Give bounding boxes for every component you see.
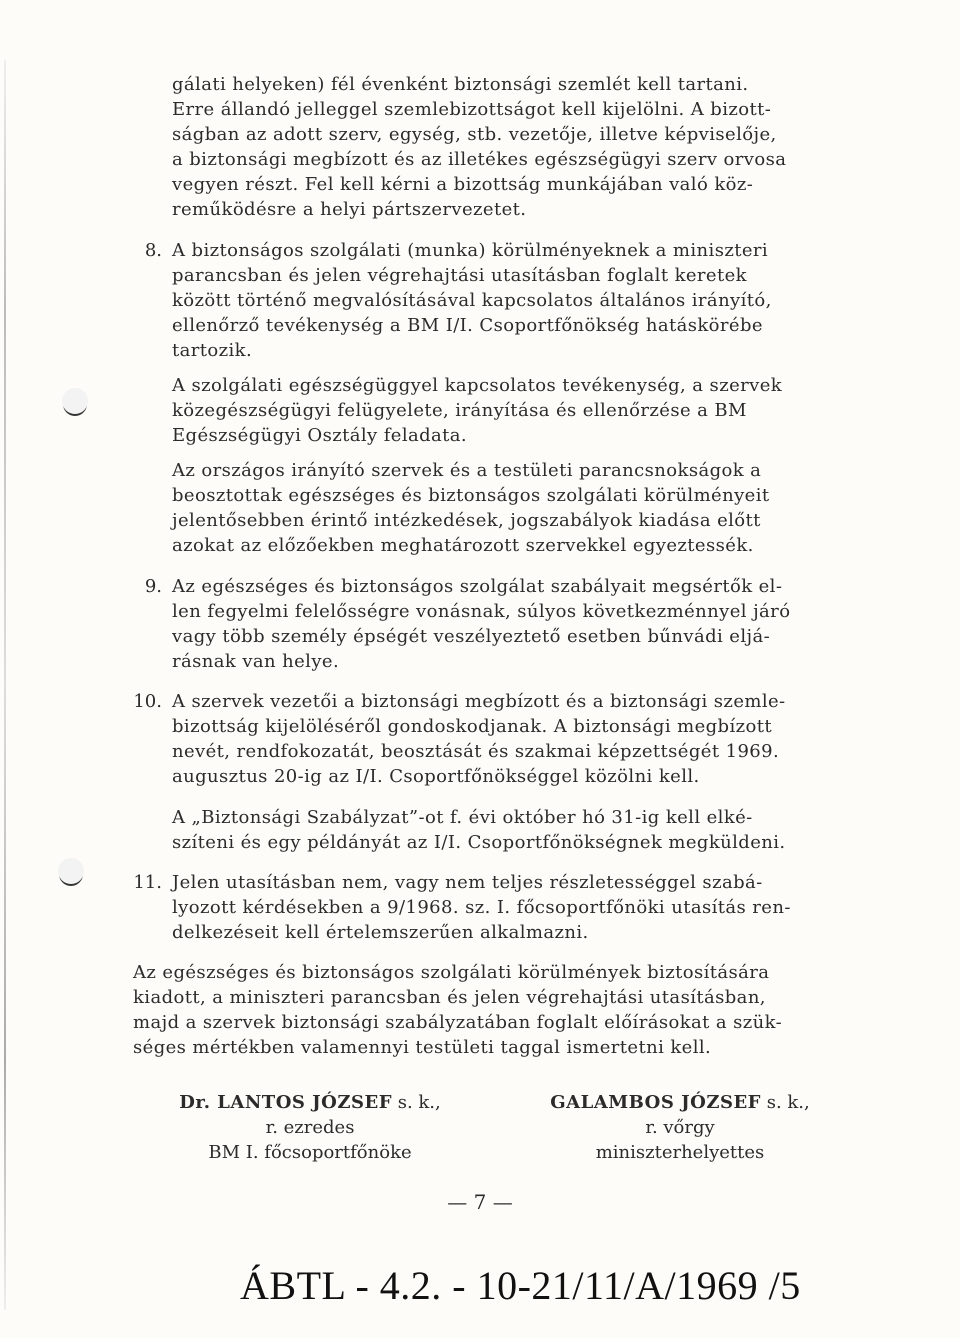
text-line: Erre állandó jelleggel szemlebizottságot kell kijelölni. A bizott- [172,99,772,120]
archive-reference-stamp: ÁBTL - 4.2. - 10-21/11/A/1969 /5 [240,1263,801,1308]
signatory-rank: r. ezredes [265,1117,355,1138]
text-line: len fegyelmi felelősségre vonásnak, súlyos következménnyel járó [172,601,791,622]
text-line: augusztus 20-ig az I/I. Csoportfőnökséggel közölni kell. [172,766,700,787]
paragraph-item-10 [172,689,854,789]
page-edge-shadow [4,60,6,1310]
text-line: parancsban és jelen végrehajtási utasításban foglalt keretek [172,265,747,286]
page-number: — 7 — [447,1190,513,1214]
text-line: nevét, rendfokozatát, beosztását és szakmai képzettségét 1969. [172,741,780,762]
text-line: tartozik. [172,340,253,361]
item-number: 8. [144,240,162,261]
text-line: beosztottak egészséges és biztonságos szolgálati körülményeit [172,485,770,506]
text-line: reműködésre a helyi pártszervezetet. [172,199,527,220]
paragraph-closing [133,960,854,1060]
signatory-name: GALAMBOS JÓZSEF [550,1092,761,1113]
text-line: Egészségügyi Osztály feladata. [172,425,468,446]
paragraph-item-8-coordination [172,458,854,558]
text-line: Az országos irányító szervek és a testületi parancsnokságok a [172,460,762,481]
text-line: séges mértékben valamennyi testületi taggal ismertetni kell. [133,1037,712,1058]
paragraph-item-11 [172,870,854,945]
text-line: kiadott, a miniszteri parancsban és jelen végrehajtási utasításban, [133,987,766,1008]
text-line: azokat az előzőekben meghatározott szervekkel egyeztessék. [172,535,754,556]
text-line: ságban az adott szerv, egység, stb. vezetője, illetve képviselője, [172,124,777,145]
text-line: Az egészséges és biztonságos szolgálat szabályait megsértők el- [172,576,783,597]
signatory-name: Dr. LANTOS JÓZSEF [179,1092,392,1113]
paragraph-item-8-health [172,373,854,448]
item-number: 9. [144,576,162,597]
text-line: ellenőrző tevékenység a BM I/I. Csoportfőnökség hatáskörébe [172,315,763,336]
paragraph-item-9 [172,574,854,674]
text-line: közegészségügyi felügyelete, irányítása és ellenőrzése a BM [172,400,747,421]
paragraph-continuation [172,72,854,222]
text-line: Az egészséges és biztonságos szolgálati körülmények biztosítására [133,962,770,983]
signatory-title: miniszterhelyettes [595,1142,765,1163]
signatory-title: BM I. főcsoportfőnöke [208,1142,412,1163]
text-line: A biztonságos szolgálati (munka) körülményeknek a miniszteri [172,240,769,261]
signatory-suffix: s. k., [766,1092,810,1113]
text-line: rásnak van helye. [172,651,340,672]
signatory-suffix: s. k., [397,1092,441,1113]
paragraph-item-10-regulation [172,805,854,855]
text-line: gálati helyeken) fél évenként biztonsági szemlét kell tartani. [172,74,749,95]
signature-block-left [150,1090,470,1165]
signature-block-right [520,1090,840,1165]
text-line: bizottság kijelöléséről gondoskodjanak. A biztonsági megbízott [172,716,773,737]
signatory-rank: r. vőrgy [645,1117,715,1138]
punch-hole-icon [62,388,88,414]
text-line: lyozott kérdésekben a 9/1968. sz. I. főcsoportfőnöki utasítás ren- [172,897,791,918]
punch-hole-icon [58,858,84,884]
item-number: 10. [133,691,162,712]
item-number: 11. [133,872,162,893]
text-line: vegyen részt. Fel kell kérni a bizottság munkájában való köz- [172,174,754,195]
text-line: jelentősebben érintő intézkedések, jogszabályok kiadása előtt [172,510,761,531]
paragraph-item-8 [172,238,854,363]
text-line: A „Biztonsági Szabályzat”-ot f. évi október hó 31-ig kell elké- [172,807,753,828]
text-line: szíteni és egy példányát az I/I. Csoportfőnökségnek megküldeni. [172,832,786,853]
text-line: A szervek vezetői a biztonsági megbízott és a biztonsági szemle- [172,691,786,712]
text-line: között történő megvalósításával kapcsolatos általános irányító, [172,290,772,311]
text-line: vagy több személy épségét veszélyeztető esetben bűnvádi eljá- [172,626,771,647]
text-line: A szolgálati egészségüggyel kapcsolatos tevékenység, a szervek [172,375,783,396]
text-line: delkezéseit kell értelemszerűen alkalmazni. [172,922,589,943]
text-line: majd a szervek biztonsági szabályzatában foglalt előírásokat a szük- [133,1012,783,1033]
text-line: a biztonsági megbízott és az illetékes egészségügyi szerv orvosa [172,149,787,170]
text-line: Jelen utasításban nem, vagy nem teljes részletességgel szabá- [172,872,763,893]
